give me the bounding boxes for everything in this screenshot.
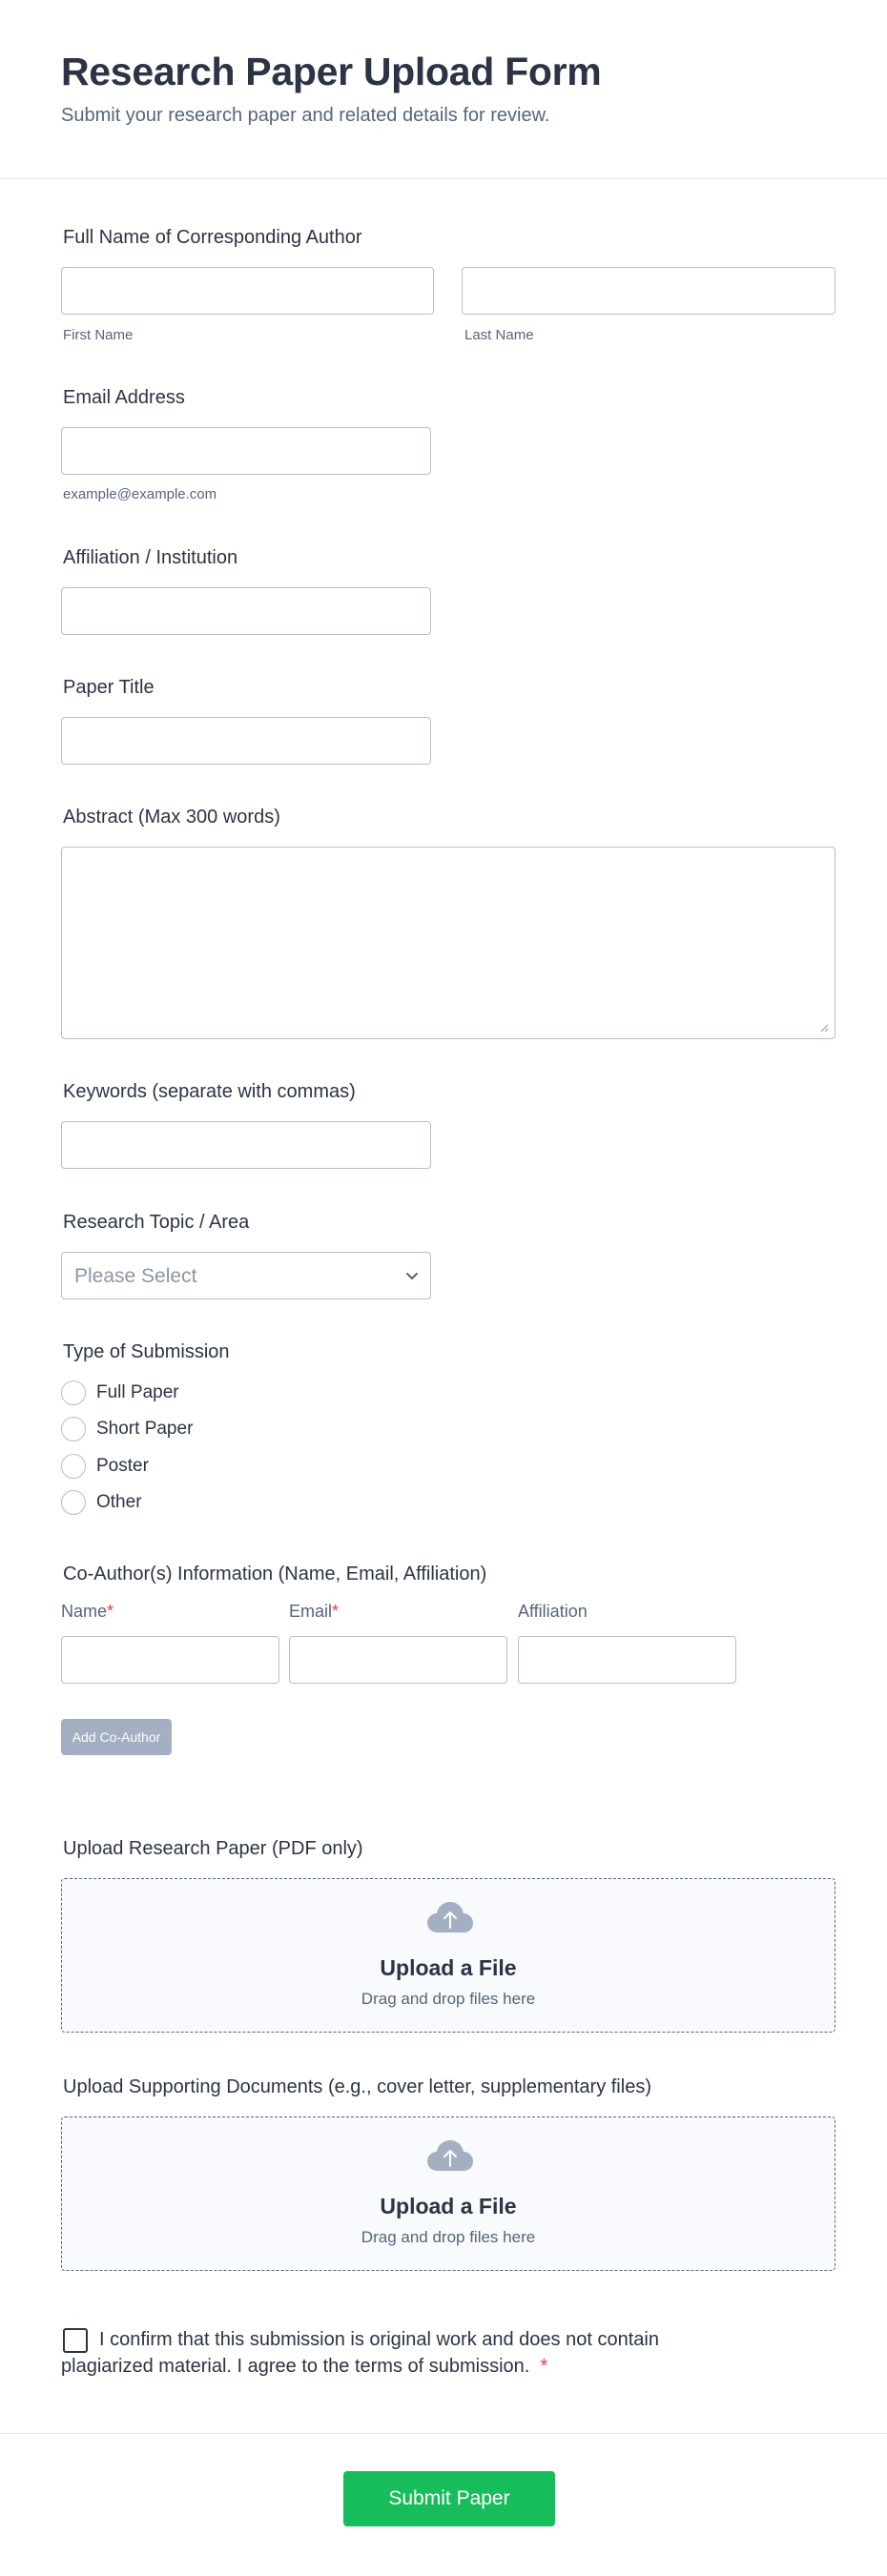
last-name-input[interactable] [462, 267, 835, 315]
paper-title-label: Paper Title [63, 677, 155, 698]
form-header [0, 0, 887, 179]
footer-divider [0, 2433, 887, 2434]
radio-circle[interactable] [61, 1490, 86, 1515]
cloud-upload-icon [426, 2138, 474, 2173]
radio-circle[interactable] [61, 1417, 86, 1441]
coauthor-affiliation-input[interactable] [518, 1636, 736, 1684]
required-mark: * [107, 1602, 114, 1621]
submit-button[interactable]: Submit Paper [343, 2471, 555, 2526]
upload-paper-label: Upload Research Paper (PDF only) [63, 1838, 363, 1859]
upload-supporting-dropzone[interactable] [61, 2116, 835, 2271]
upload-supporting-label: Upload Supporting Documents (e.g., cover letter, supplementary files) [63, 2076, 651, 2097]
keywords-input[interactable] [61, 1121, 431, 1169]
submission-type-label: Type of Submission [63, 1341, 230, 1362]
paper-title-input[interactable] [61, 717, 431, 765]
cloud-upload-icon [426, 1900, 474, 1934]
radio-circle[interactable] [61, 1454, 86, 1479]
keywords-label: Keywords (separate with commas) [63, 1081, 356, 1102]
consent-text-line2: plagiarized material. I agree to the terms of submission. * [61, 2356, 548, 2377]
radio-circle[interactable] [61, 1380, 86, 1405]
abstract-textarea[interactable] [61, 847, 835, 1039]
abstract-label: Abstract (Max 300 words) [63, 807, 280, 828]
radio-label: Short Paper [96, 1419, 194, 1439]
affiliation-label: Affiliation / Institution [63, 547, 238, 568]
coauthor-email-header: Email* [289, 1602, 340, 1621]
upload-hint: Drag and drop files here [361, 2228, 536, 2246]
coauthor-affiliation-header: Affiliation [518, 1602, 588, 1621]
radio-label: Full Paper [96, 1382, 179, 1402]
consent-text-line1: I confirm that this submission is original work and does not contain [99, 2329, 659, 2350]
email-sublabel: example@example.com [63, 486, 217, 502]
upload-paper-dropzone[interactable] [61, 1878, 835, 2033]
coauthor-name-input[interactable] [61, 1636, 279, 1684]
first-name-input[interactable] [61, 267, 434, 315]
coauthor-name-header: Name* [61, 1602, 114, 1621]
research-topic-select[interactable] [61, 1252, 431, 1299]
radio-label: Other [96, 1492, 142, 1512]
last-name-sublabel: Last Name [464, 327, 534, 343]
required-mark: * [332, 1602, 340, 1621]
page-title: Research Paper Upload Form [61, 50, 602, 93]
research-topic-selected: Please Select [74, 1265, 197, 1287]
affiliation-input[interactable] [61, 587, 431, 635]
email-label: Email Address [63, 387, 185, 408]
coauthors-label: Co-Author(s) Information (Name, Email, Affiliation) [63, 1564, 487, 1584]
email-field[interactable] [61, 427, 431, 475]
upload-hint: Drag and drop files here [361, 1990, 536, 2008]
upload-title: Upload a File [380, 1955, 517, 1980]
first-name-sublabel: First Name [63, 327, 134, 343]
required-mark: * [540, 2356, 548, 2377]
coauthor-email-input[interactable] [289, 1636, 507, 1684]
add-coauthor-button[interactable]: Add Co-Author [61, 1719, 172, 1755]
page-subtitle: Submit your research paper and related details for review. [61, 105, 550, 126]
author-name-label: Full Name of Corresponding Author [63, 227, 362, 248]
resize-grip-icon[interactable] [819, 1023, 829, 1032]
radio-label: Poster [96, 1456, 149, 1476]
consent-checkbox[interactable] [63, 2328, 88, 2353]
chevron-down-icon [403, 1267, 421, 1284]
upload-title: Upload a File [380, 2194, 517, 2218]
research-topic-label: Research Topic / Area [63, 1212, 250, 1233]
